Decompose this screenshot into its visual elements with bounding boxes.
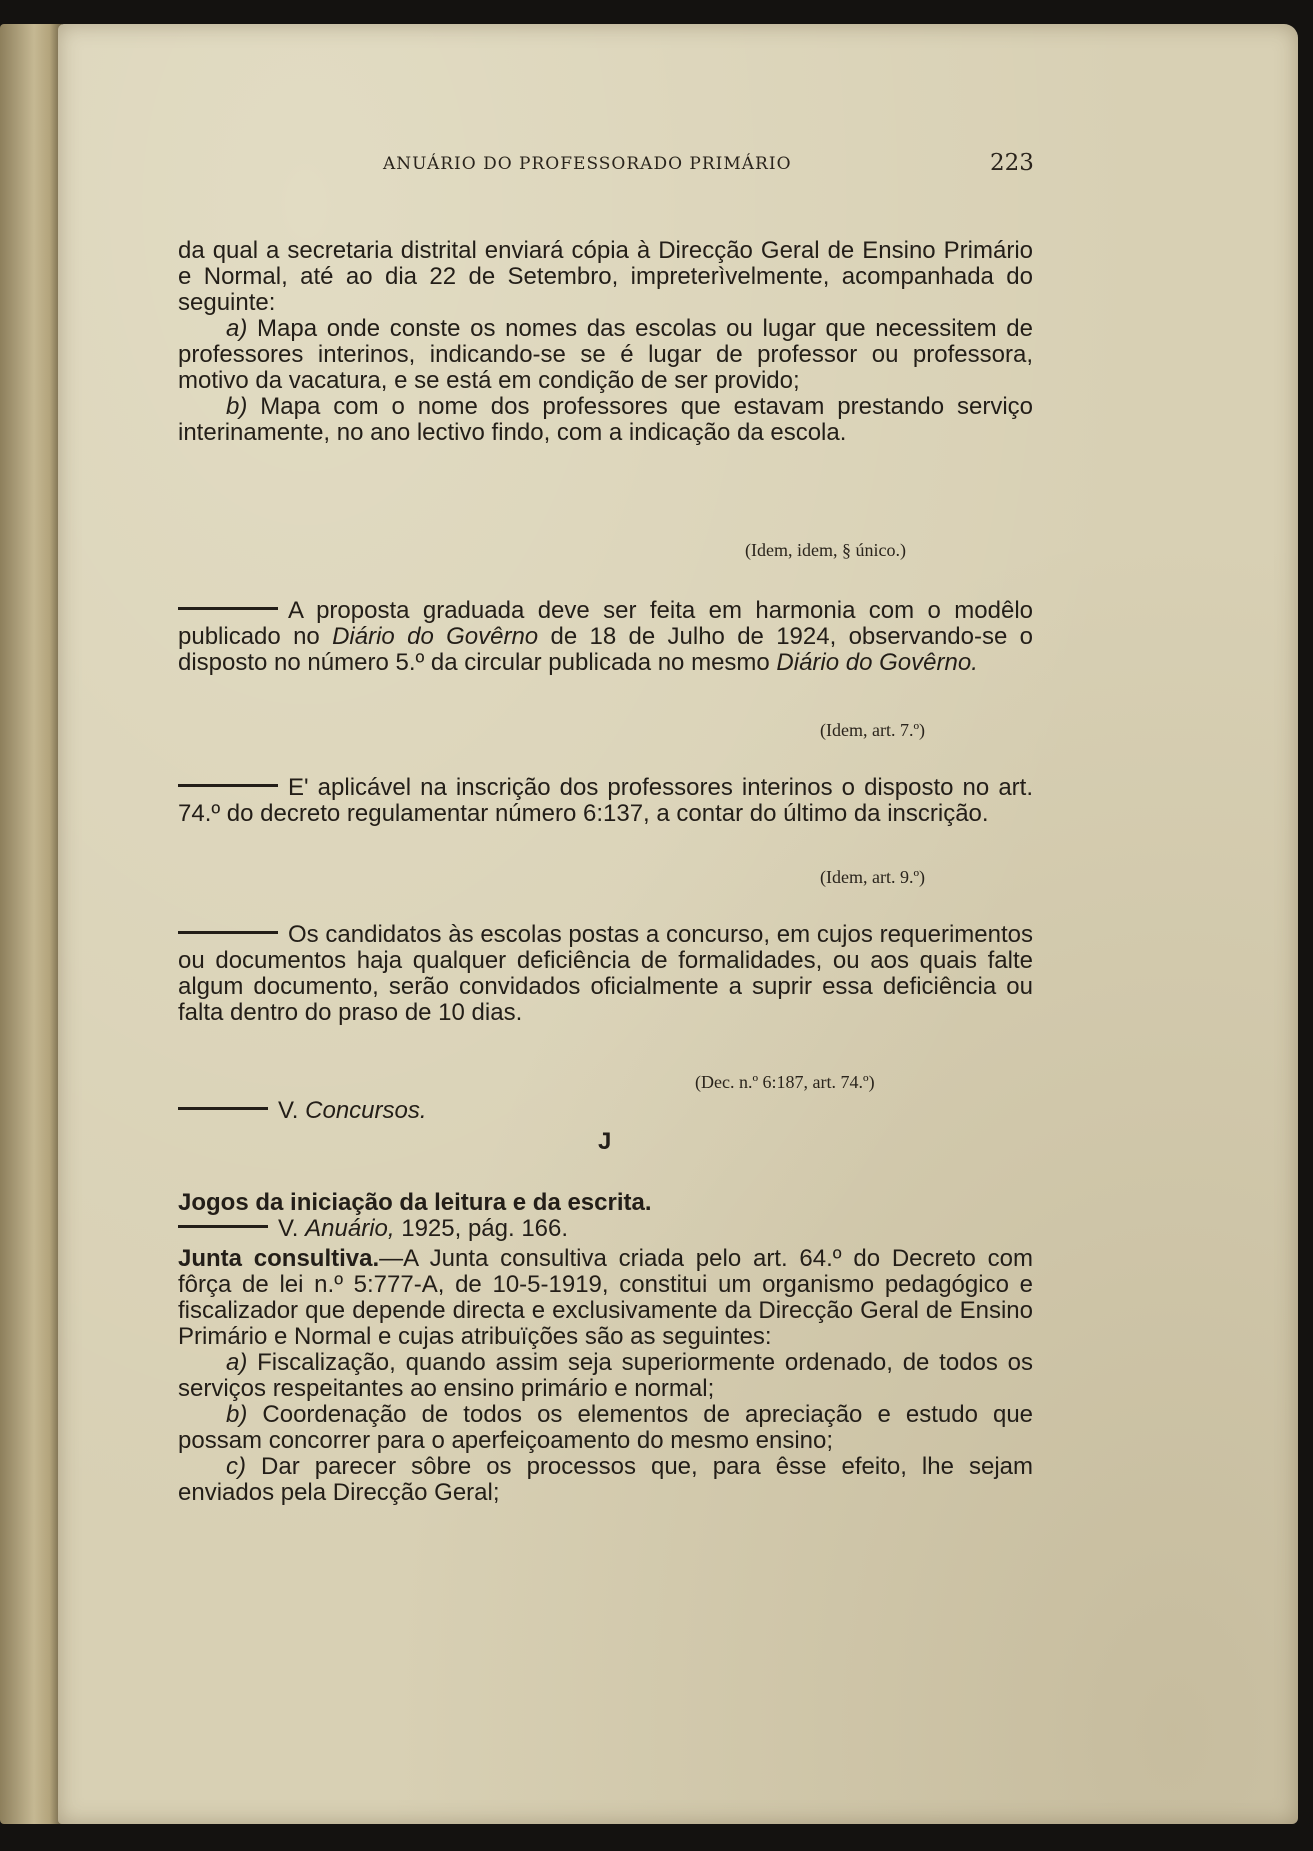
jogos-entry <box>178 1190 1033 1242</box>
block1-intro: da qual a secretaria distrital enviará cópia à Direcção Geral de Ensino Primário e Normal, até ao dia 22 de Setembro, impreterìvelmente, acompanhada do seguinte: <box>178 237 1033 316</box>
block2-text <box>178 598 1033 676</box>
jogos-title: Jogos da iniciação da leitura e da escrita. <box>178 1189 652 1216</box>
junta-item-text: Coordenação de todos os elementos de apreciação e estudo que possam concorrer para o aperfeiçoamento do mesmo ensino; <box>178 1401 1034 1454</box>
block3-citation: (Idem, art. 9.º) <box>820 867 926 887</box>
block2-paragraph <box>178 598 1033 676</box>
block1-item-b <box>178 394 1033 446</box>
block2-text-before: A proposta graduada deve ser feita em harmonia com o modêlo publicado no <box>178 597 1033 650</box>
junta-item-marker: b) <box>226 1401 248 1428</box>
block3-paragraph <box>178 775 1033 827</box>
junta-item-text: Dar parecer sôbre os processos que, para êsse efeito, lhe sejam enviados pela Direcção Geral; <box>178 1453 1033 1506</box>
block3-text-line <box>178 775 1033 827</box>
jogos-ref <box>178 1216 1033 1242</box>
junta-item <box>178 1350 1033 1402</box>
item-a-text: Mapa onde conste os nomes das escolas ou lugar que necessitem de professores interinos, indicando-se se é lugar de professor ou professora, motivo da vacatura, e se está em condição de ser provido; <box>178 315 1033 394</box>
block4-text-line <box>178 922 1033 1026</box>
repeat-dash <box>178 1107 268 1110</box>
block1-item-a <box>178 316 1033 394</box>
jogos-ref-prefix: V. <box>278 1215 299 1242</box>
item-a-marker: a) <box>226 315 248 342</box>
block2-citation: (Idem, art. 7.º) <box>820 720 926 740</box>
block4-citation: (Dec. n.º 6:187, art. 74.º) <box>695 1072 875 1092</box>
running-head: ANUÁRIO DO PROFESSORADO PRIMÁRIO <box>383 154 792 174</box>
repeat-dash <box>178 607 278 610</box>
junta-intro-line <box>178 1246 1033 1350</box>
block4-text: Os candidatos às escolas postas a concurso, em cujos requerimentos ou documentos haja qualquer deficiência de formalidades, ou aos quais falte algum documento, serão convidados oficialmente a suprir essa deficiência ou falta dentro do praso de 10 dias. <box>178 921 1033 1026</box>
junta-item <box>178 1402 1033 1454</box>
block4-paragraph <box>178 922 1033 1026</box>
block1-citation: (Idem, idem, § único.) <box>745 540 906 560</box>
book-spine-edge <box>0 24 62 1824</box>
block2-text-middle: de 18 de Julho de 1924, observando-se o disposto no número 5.º da circular publicada no mesmo <box>178 623 1034 676</box>
see-concursos <box>178 1098 1033 1124</box>
item-b-marker: b) <box>226 393 248 420</box>
repeat-dash <box>178 784 278 787</box>
block2-italic-1: Diário do Govêrno <box>332 623 539 650</box>
see-concursos-line <box>178 1098 1033 1124</box>
junta-item-marker: a) <box>226 1349 248 1376</box>
item-b-text: Mapa com o nome dos professores que estavam prestando serviço interinamente, no ano lectivo findo, com a indicação da escola. <box>178 393 1033 446</box>
junta-entry <box>178 1246 1033 1506</box>
block3-text: E' aplicável na inscrição dos professores interinos o disposto no art. 74.º do decreto regulamentar número 6:137, a contar do último da inscrição. <box>178 774 1033 827</box>
junta-title: Junta consultiva. <box>178 1245 380 1272</box>
block2-italic-2: Diário do Govêrno. <box>776 649 978 676</box>
junta-intro: —A Junta consultiva criada pelo art. 64.º do Decreto com fôrça de lei n.º 5:777-A, de 10-5-1919, constitui um organismo pedagógico e fiscalizador que depende directa e exclusivamente da Direcção Geral de Ensino Primário e Normal e cujas atribuïções são as seguintes: <box>178 1245 1034 1350</box>
page-number: 223 <box>990 150 1034 176</box>
jogos-ref-rest: 1925, pág. 166. <box>401 1215 569 1242</box>
section-letter: J <box>598 1128 612 1155</box>
jogos-ref-italic: Anuário, <box>305 1215 395 1242</box>
repeat-dash <box>178 931 278 934</box>
junta-item <box>178 1454 1033 1506</box>
repeat-dash <box>178 1225 268 1228</box>
see-concursos-target: Concursos. <box>305 1097 427 1124</box>
block1-paragraph <box>178 238 1033 446</box>
junta-item-text: Fiscalização, quando assim seja superiormente ordenado, de todos os serviços respeitantes ao ensino primário e normal; <box>178 1349 1033 1402</box>
junta-item-marker: c) <box>226 1453 246 1480</box>
see-concursos-prefix: V. <box>278 1097 299 1124</box>
